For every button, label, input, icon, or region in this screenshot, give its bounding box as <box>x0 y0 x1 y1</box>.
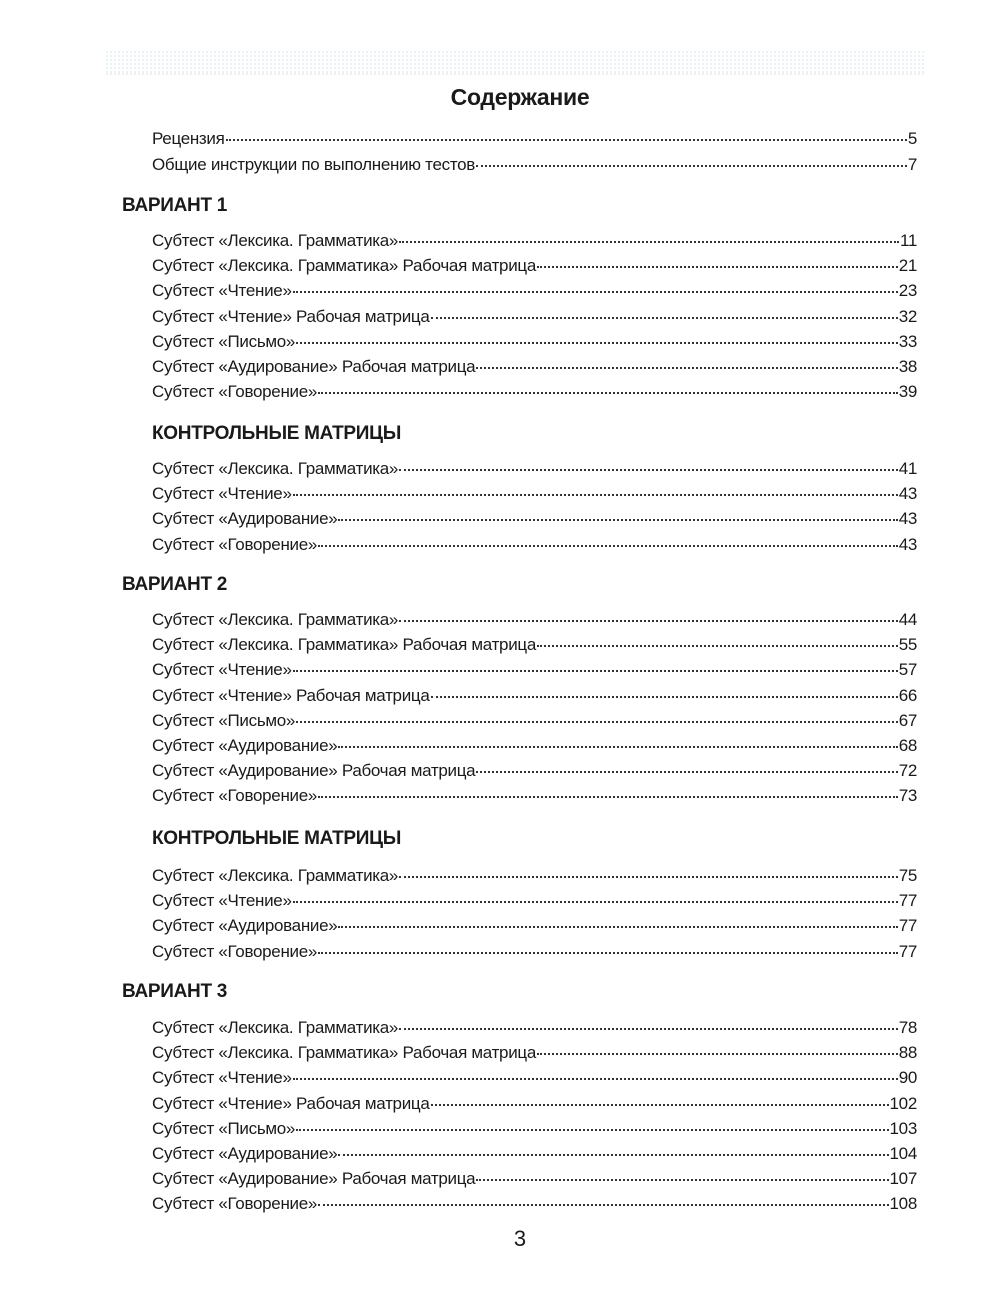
toc-entry-page: 77 <box>898 942 917 961</box>
toc-entry-page: 104 <box>889 1144 917 1163</box>
dot-leader <box>399 620 898 622</box>
toc-entry-title: Субтест «Говорение» <box>152 1194 318 1213</box>
toc-entry-title: Субтест «Лексика. Грамматика» <box>152 231 399 250</box>
toc-entry-title: Субтест «Говорение» <box>152 382 318 401</box>
toc-entry[interactable] <box>152 231 917 255</box>
toc-entry[interactable] <box>152 1018 917 1042</box>
toc-entry-page: 107 <box>889 1169 917 1188</box>
toc-entry[interactable] <box>152 1068 917 1092</box>
toc-entry-title: Субтест «Говорение» <box>152 786 318 805</box>
toc-entry-title: Субтест «Лексика. Грамматика» <box>152 459 399 478</box>
dot-leader <box>338 519 897 521</box>
toc-entry[interactable] <box>152 459 917 483</box>
toc-entry-page: 77 <box>898 916 917 935</box>
toc-entry-title: Субтест «Аудирование» <box>152 736 338 755</box>
toc-entry-title: Субтест «Лексика. Грамматика» <box>152 1018 399 1037</box>
toc-entry-page: 72 <box>898 761 917 780</box>
dot-leader <box>476 165 907 167</box>
dot-leader <box>476 1179 888 1181</box>
toc-entry-title: Субтест «Чтение» <box>152 484 292 503</box>
dot-leader <box>296 1129 888 1131</box>
dot-leader <box>476 367 897 369</box>
toc-entry[interactable] <box>152 509 917 533</box>
toc-entry-page: 43 <box>898 509 917 528</box>
toc-entry-page: 57 <box>898 660 917 679</box>
dot-leader <box>318 545 898 547</box>
section-heading: КОНТРОЛЬНЫЕ МАТРИЦЫ <box>152 828 402 849</box>
toc-entry-page: 43 <box>898 535 917 554</box>
toc-entry-page: 44 <box>898 610 917 629</box>
toc-entry[interactable] <box>152 129 917 153</box>
dot-leader <box>431 1104 889 1106</box>
dot-leader <box>293 291 898 293</box>
toc-entry-page: 33 <box>898 332 917 351</box>
dot-leader <box>338 746 897 748</box>
toc-entry[interactable] <box>152 736 917 760</box>
dot-leader <box>537 1053 898 1055</box>
toc-entry[interactable] <box>152 281 917 305</box>
toc-entry-title: Субтест «Чтение» <box>152 660 292 679</box>
section-heading: ВАРИАНТ 1 <box>122 195 228 216</box>
toc-entry-page: 88 <box>898 1043 917 1062</box>
toc-entry-page: 55 <box>898 635 917 654</box>
toc-entry[interactable] <box>152 535 917 559</box>
dot-leader <box>293 1078 898 1080</box>
toc-entry[interactable] <box>152 1144 917 1168</box>
dot-leader <box>226 139 907 141</box>
toc-entry-title: Субтест «Чтение» <box>152 1068 292 1087</box>
dot-leader <box>318 952 898 954</box>
dot-leader <box>431 696 898 698</box>
toc-entry-title: Субтест «Говорение» <box>152 942 318 961</box>
page-number: 3 <box>513 1226 527 1251</box>
toc-entry-page: 43 <box>898 484 917 503</box>
dot-leader <box>399 469 898 471</box>
toc-entry[interactable] <box>152 1094 917 1118</box>
toc-entry[interactable] <box>152 307 917 331</box>
toc-entry[interactable] <box>152 256 917 280</box>
toc-entry[interactable] <box>152 1169 917 1193</box>
toc-entry-title: Субтест «Письмо» <box>152 711 296 730</box>
toc-entry-page: 67 <box>898 711 917 730</box>
dot-leader <box>431 317 898 319</box>
dot-leader <box>293 670 898 672</box>
toc-entry-title: Субтест «Чтение» Рабочая матрица <box>152 307 430 326</box>
dot-leader <box>293 901 898 903</box>
toc-entry-page: 68 <box>898 736 917 755</box>
toc-entry-title: Субтест «Лексика. Грамматика» <box>152 866 399 885</box>
toc-entry-page: 21 <box>898 256 917 275</box>
toc-entry-title: Субтест «Чтение» Рабочая матрица <box>152 1094 430 1113</box>
toc-entry-title: Субтест «Аудирование» Рабочая матрица <box>152 357 476 376</box>
dot-leader <box>537 645 898 647</box>
toc-entry-title: Общие инструкции по выполнению тестов <box>152 155 476 174</box>
toc-entry-page: 75 <box>898 866 917 885</box>
toc-entry[interactable] <box>152 786 917 810</box>
dot-leader <box>399 241 899 243</box>
toc-entry[interactable] <box>152 155 917 179</box>
toc-entry[interactable] <box>152 711 917 735</box>
dot-leader <box>296 721 898 723</box>
decorative-halftone-band <box>105 50 925 74</box>
toc-entry[interactable] <box>152 660 917 684</box>
toc-entry-title: Рецензия <box>152 129 225 148</box>
toc-entry[interactable] <box>152 891 917 915</box>
dot-leader <box>293 494 898 496</box>
dot-leader <box>338 1154 888 1156</box>
page-title: Содержание <box>450 84 590 110</box>
toc-entry-title: Субтест «Чтение» <box>152 281 292 300</box>
toc-entry-page: 108 <box>889 1194 917 1213</box>
dot-leader <box>338 926 897 928</box>
toc-entry-page: 103 <box>889 1119 917 1138</box>
toc-entry[interactable] <box>152 357 917 381</box>
toc-entry[interactable] <box>152 610 917 634</box>
toc-entry-title: Субтест «Лексика. Грамматика» Рабочая матрица <box>152 256 536 275</box>
decorative-halftone-line <box>105 72 925 76</box>
toc-entry-title: Субтест «Лексика. Грамматика» Рабочая матрица <box>152 1043 536 1062</box>
dot-leader <box>399 1028 898 1030</box>
toc-entry[interactable] <box>152 1119 917 1143</box>
toc-entry-page: 5 <box>907 129 917 148</box>
toc-entry-title: Субтест «Лексика. Грамматика» Рабочая матрица <box>152 635 536 654</box>
toc-entry-page: 11 <box>899 231 917 250</box>
dot-leader <box>399 876 898 878</box>
toc-entry-page: 73 <box>898 786 917 805</box>
toc-entry[interactable] <box>152 686 917 710</box>
toc-entry-title: Субтест «Чтение» Рабочая матрица <box>152 686 430 705</box>
toc-entry-page: 39 <box>898 382 917 401</box>
dot-leader <box>537 266 898 268</box>
toc-entry-title: Субтест «Аудирование» <box>152 916 338 935</box>
toc-entry-title: Субтест «Чтение» <box>152 891 292 910</box>
dot-leader <box>476 771 897 773</box>
dot-leader <box>296 342 898 344</box>
toc-entry-title: Субтест «Аудирование» Рабочая матрица <box>152 761 476 780</box>
toc-entry-title: Субтест «Аудирование» <box>152 509 338 528</box>
toc-entry[interactable] <box>152 484 917 508</box>
toc-entry[interactable] <box>152 916 917 940</box>
toc-entry-page: 41 <box>898 459 917 478</box>
toc-entry-page: 66 <box>898 686 917 705</box>
toc-entry-title: Субтест «Аудирование» Рабочая матрица <box>152 1169 476 1188</box>
toc-entry-page: 38 <box>898 357 917 376</box>
toc-entry[interactable] <box>152 332 917 356</box>
toc-entry-title: Субтест «Говорение» <box>152 535 318 554</box>
toc-entry-page: 23 <box>898 281 917 300</box>
toc-entry-page: 32 <box>898 307 917 326</box>
toc-entry-title: Субтест «Письмо» <box>152 332 296 351</box>
toc-entry[interactable] <box>152 1043 917 1067</box>
section-heading: КОНТРОЛЬНЫЕ МАТРИЦЫ <box>152 423 402 444</box>
section-heading: ВАРИАНТ 3 <box>122 981 228 1002</box>
toc-entry[interactable] <box>152 635 917 659</box>
toc-entry-page: 102 <box>889 1094 917 1113</box>
toc-entry-page: 78 <box>898 1018 917 1037</box>
toc-entry-page: 7 <box>907 155 917 174</box>
toc-entry-title: Субтест «Аудирование» <box>152 1144 338 1163</box>
dot-leader <box>318 1204 888 1206</box>
dot-leader <box>318 392 898 394</box>
dot-leader <box>318 796 898 798</box>
toc-entry-page: 90 <box>898 1068 917 1087</box>
toc-entry[interactable] <box>152 866 917 890</box>
toc-entry[interactable] <box>152 1194 917 1218</box>
toc-entry-title: Субтест «Лексика. Грамматика» <box>152 610 399 629</box>
toc-entry-page: 77 <box>898 891 917 910</box>
toc-entry[interactable] <box>152 942 917 966</box>
section-heading: ВАРИАНТ 2 <box>122 574 228 595</box>
toc-entry-title: Субтест «Письмо» <box>152 1119 296 1138</box>
toc-entry[interactable] <box>152 382 917 406</box>
toc-entry[interactable] <box>152 761 917 785</box>
